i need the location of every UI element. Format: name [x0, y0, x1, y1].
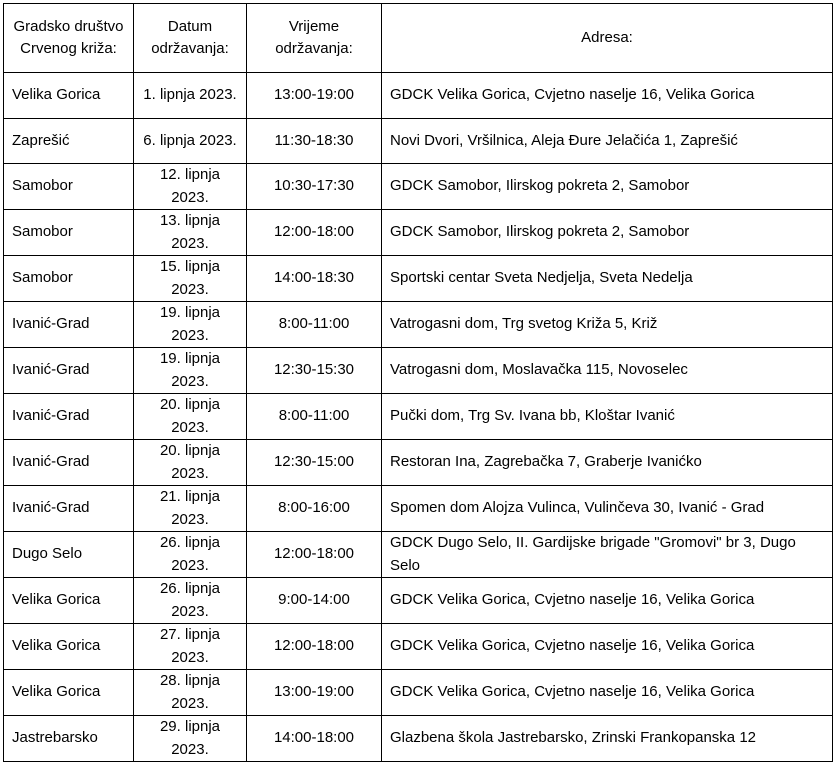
cell-address: Vatrogasni dom, Moslavačka 115, Novoselec [382, 348, 833, 394]
cell-society: Velika Gorica [4, 73, 134, 119]
cell-society: Zaprešić [4, 118, 134, 164]
cell-date: 15. lipnja 2023. [134, 256, 247, 302]
cell-society: Velika Gorica [4, 670, 134, 716]
cell-date: 28. lipnja 2023. [134, 670, 247, 716]
cell-society: Samobor [4, 210, 134, 256]
cell-date: 21. lipnja 2023. [134, 486, 247, 532]
header-date: Datum održavanja: [134, 4, 247, 73]
cell-society: Ivanić-Grad [4, 486, 134, 532]
cell-society: Ivanić-Grad [4, 394, 134, 440]
table-row [4, 302, 833, 348]
cell-date: 20. lipnja 2023. [134, 440, 247, 486]
cell-date: 27. lipnja 2023. [134, 624, 247, 670]
table-row [4, 164, 833, 210]
table-row [4, 486, 833, 532]
cell-address: GDCK Velika Gorica, Cvjetno naselje 16, Velika Gorica [382, 624, 833, 670]
cell-time: 13:00-19:00 [247, 73, 382, 119]
cell-society: Samobor [4, 164, 134, 210]
cell-time: 13:00-19:00 [247, 670, 382, 716]
cell-society: Velika Gorica [4, 624, 134, 670]
table-row [4, 118, 833, 164]
cell-society: Dugo Selo [4, 532, 134, 578]
table-row [4, 670, 833, 716]
cell-address: GDCK Samobor, Ilirskog pokreta 2, Samobor [382, 210, 833, 256]
cell-date: 13. lipnja 2023. [134, 210, 247, 256]
cell-date: 1. lipnja 2023. [134, 73, 247, 119]
cell-time: 14:00-18:00 [247, 716, 382, 762]
cell-time: 12:00-18:00 [247, 624, 382, 670]
cell-time: 9:00-14:00 [247, 578, 382, 624]
cell-address: Novi Dvori, Vršilnica, Aleja Đure Jelačića 1, Zaprešić [382, 118, 833, 164]
cell-time: 8:00-11:00 [247, 394, 382, 440]
cell-date: 20. lipnja 2023. [134, 394, 247, 440]
cell-time: 10:30-17:30 [247, 164, 382, 210]
cell-address: GDCK Velika Gorica, Cvjetno naselje 16, Velika Gorica [382, 578, 833, 624]
table-row [4, 73, 833, 119]
header-address: Adresa: [382, 4, 833, 73]
header-society: Gradsko društvo Crvenog križa: [4, 4, 134, 73]
cell-society: Ivanić-Grad [4, 302, 134, 348]
cell-date: 19. lipnja 2023. [134, 348, 247, 394]
cell-time: 11:30-18:30 [247, 118, 382, 164]
table-row [4, 394, 833, 440]
cell-society: Velika Gorica [4, 578, 134, 624]
cell-society: Jastrebarsko [4, 716, 134, 762]
cell-date: 19. lipnja 2023. [134, 302, 247, 348]
blood-donation-schedule-table [3, 3, 833, 762]
cell-time: 14:00-18:30 [247, 256, 382, 302]
cell-time: 12:00-18:00 [247, 532, 382, 578]
cell-time: 8:00-16:00 [247, 486, 382, 532]
cell-address: GDCK Velika Gorica, Cvjetno naselje 16, Velika Gorica [382, 670, 833, 716]
cell-date: 26. lipnja 2023. [134, 578, 247, 624]
table-row [4, 578, 833, 624]
table-row [4, 440, 833, 486]
cell-address: Spomen dom Alojza Vulinca, Vulinčeva 30, Ivanić - Grad [382, 486, 833, 532]
cell-date: 6. lipnja 2023. [134, 118, 247, 164]
cell-time: 12:00-18:00 [247, 210, 382, 256]
cell-time: 8:00-11:00 [247, 302, 382, 348]
table-header-row [4, 4, 833, 73]
cell-society: Ivanić-Grad [4, 348, 134, 394]
cell-date: 12. lipnja 2023. [134, 164, 247, 210]
cell-society: Ivanić-Grad [4, 440, 134, 486]
table-row [4, 348, 833, 394]
header-time: Vrijeme održavanja: [247, 4, 382, 73]
table-row [4, 532, 833, 578]
cell-address: Restoran Ina, Zagrebačka 7, Graberje Ivanićko [382, 440, 833, 486]
table-row [4, 716, 833, 762]
table-row [4, 256, 833, 302]
cell-address: Glazbena škola Jastrebarsko, Zrinski Frankopanska 12 [382, 716, 833, 762]
cell-address: Sportski centar Sveta Nedjelja, Sveta Nedelja [382, 256, 833, 302]
cell-society: Samobor [4, 256, 134, 302]
cell-address: Vatrogasni dom, Trg svetog Križa 5, Križ [382, 302, 833, 348]
cell-address: GDCK Dugo Selo, II. Gardijske brigade "Gromovi" br 3, Dugo Selo [382, 532, 833, 578]
cell-address: GDCK Velika Gorica, Cvjetno naselje 16, Velika Gorica [382, 73, 833, 119]
cell-date: 29. lipnja 2023. [134, 716, 247, 762]
cell-address: Pučki dom, Trg Sv. Ivana bb, Kloštar Ivanić [382, 394, 833, 440]
cell-date: 26. lipnja 2023. [134, 532, 247, 578]
table-row [4, 624, 833, 670]
cell-time: 12:30-15:00 [247, 440, 382, 486]
table-row [4, 210, 833, 256]
cell-time: 12:30-15:30 [247, 348, 382, 394]
cell-address: GDCK Samobor, Ilirskog pokreta 2, Samobor [382, 164, 833, 210]
